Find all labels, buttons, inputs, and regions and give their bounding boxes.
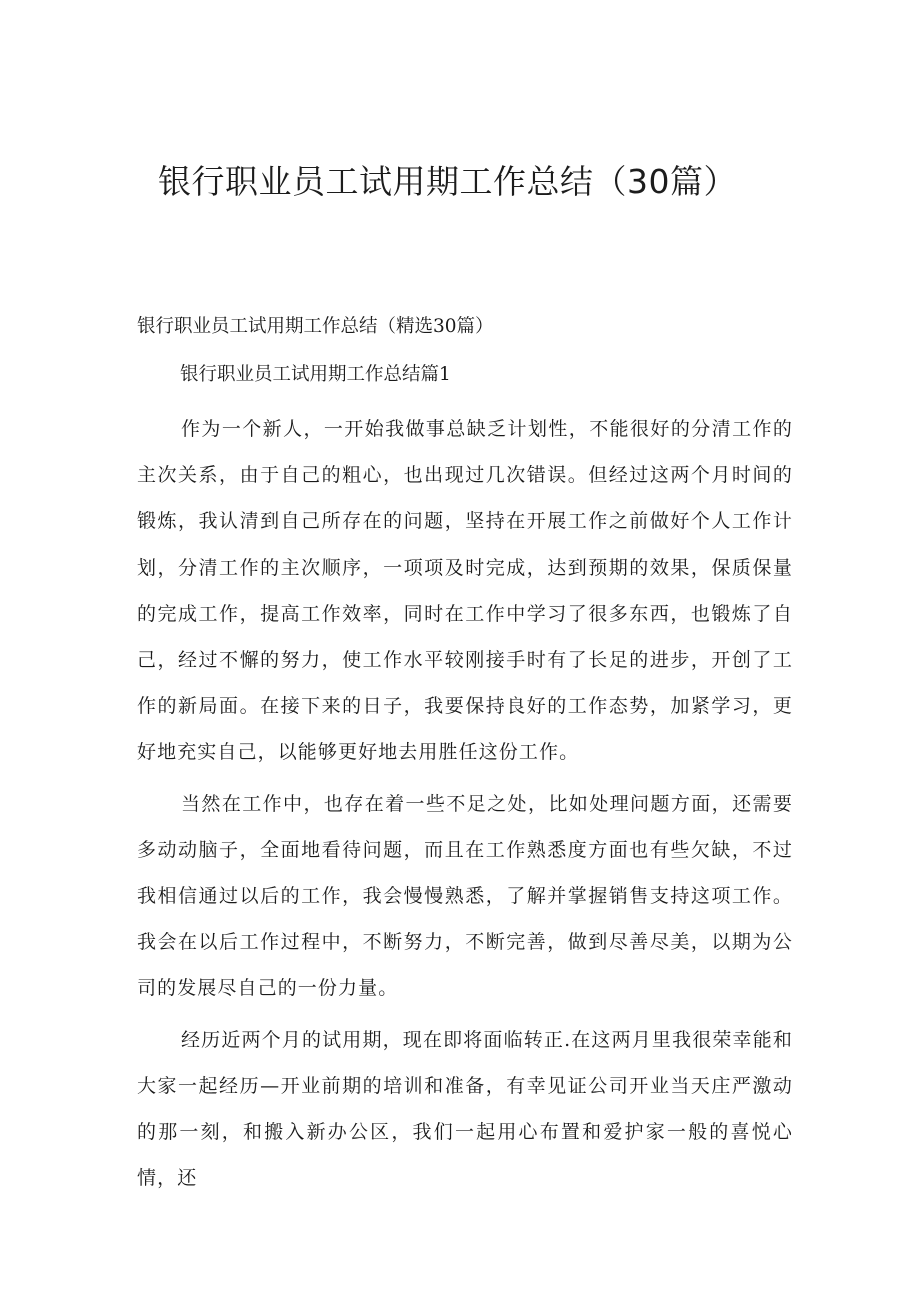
body-paragraph: 作为一个新人，一开始我做事总缺乏计划性，不能很好的分清工作的主次关系，由于自己的粗心，也出现过几次错误。但经过这两个月时间的锻炼，我认清到自己所存在的问题，坚持在开展工作之前做好个人工作计划，分清工作的主次顺序，一项项及时完成，达到预期的效果，保质保量的完成工作，提高工作效率，同时在工作中学习了很多东西，也锻炼了自己，经过不懈的努力，使工作水平较刚接手时有了长足的进步，开创了工作的新局面。在接下来的日子，我要保持良好的工作态势，加紧学习，更好地充实自己，以能够更好地去用胜任这份工作。: [137, 418, 793, 764]
document-title: 银行职业员工试用期工作总结（30篇）: [158, 162, 737, 201]
body-paragraph: 经历近两个月的试用期，现在即将面临转正.在这两月里我很荣幸能和大家一起经历—开业前期的培训和准备，有幸见证公司开业当天庄严激动的那一刻，和搬入新办公区，我们一起用心布置和爱护家一般的喜悦心情，还: [137, 1028, 793, 1190]
body-paragraph: 当然在工作中，也存在着一些不足之处，比如处理问题方面，还需要多动动脑子，全面地看待问题，而且在工作熟悉度方面也有些欠缺，不过我相信通过以后的工作，我会慢慢熟悉，了解并掌握销售支持这项工作。我会在以后工作过程中，不断努力，不断完善，做到尽善尽美，以期为公司的发展尽自己的一份力量。: [137, 792, 793, 1000]
document-body: [137, 406, 793, 1201]
section-heading: 银行职业员工试用期工作总结篇1: [180, 364, 451, 385]
document-subtitle: 银行职业员工试用期工作总结（精选30篇）: [137, 316, 494, 337]
